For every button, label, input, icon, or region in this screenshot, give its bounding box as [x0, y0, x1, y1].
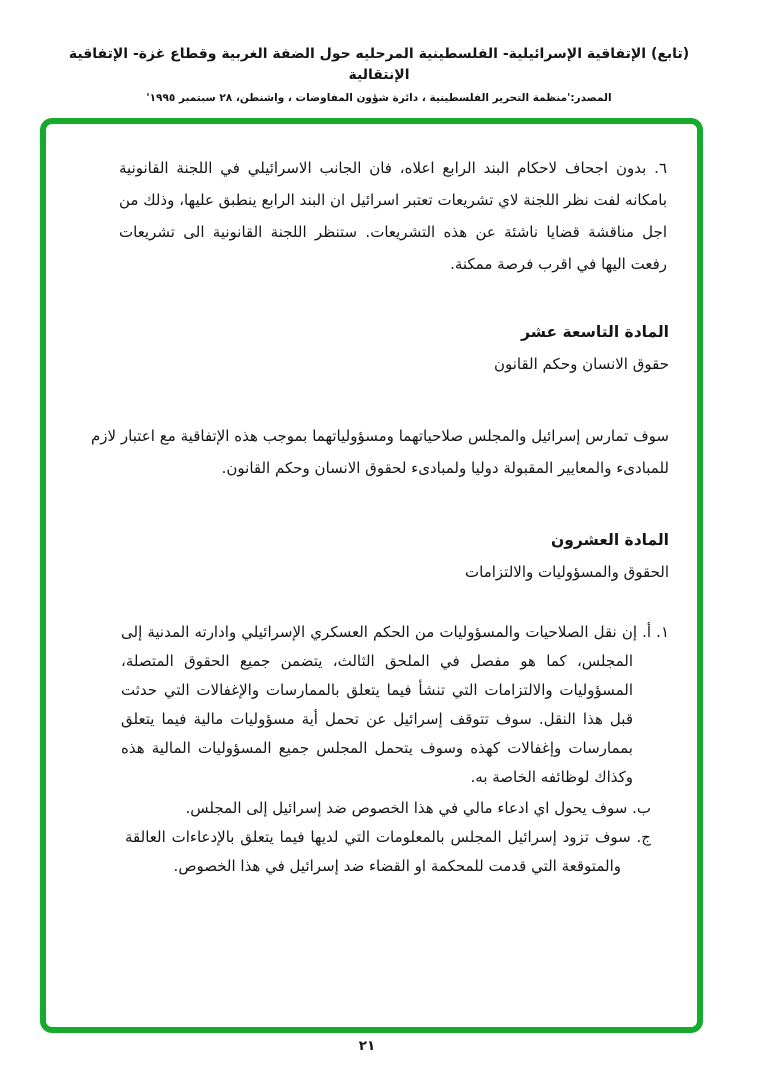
document-header	[40, 44, 718, 104]
article-19-title: المادة التاسعة عشر	[521, 323, 669, 341]
article-20-item-1c: ج. سوف تزود إسرائيل المجلس بالمعلومات التي لديها فيما يتعلق بالإدعاءات العالقة والمتوقعة التي قدمت للمحكمة او القضاء ضد إسرائيل في هذا الخصوص.	[125, 828, 651, 875]
document-title: (تابع) الإتفاقية الإسرائيلية- الفلسطينية المرحليه حول الضفة الغربية وقطاع غزة- الإتفاقية الإنتقالية	[68, 46, 690, 83]
document-source-line: المصدر:'منظمة التحرير الفلسطينية ، دائرة شؤون المفاوضات ، واشنطن، ٢٨ سبتمبر ١٩٩٥'	[146, 92, 612, 104]
article-20-item-1a: ١. أ. إن نقل الصلاحيات والمسؤوليات من الحكم العسكري الإسرائيلي وادارته المدنية إلى المجلس، كما هو مفصل في الملحق الثالث، يتضمن جميع الحقوق المتصلة، المسؤوليات والالتزامات التي تنشأ فيما يتعلق بالممارسات والإغفالات التي حدثت قبل هذا النقل. سوف تتوقف إسرائيل عن تحمل أية مسؤوليات مالية فيما يتعلق بممارسات وإغفالات كهذه وسوف يتحمل المجلس جميع المسؤوليات المالية هذه وكذاك لوظائفه الخاصة به.	[121, 623, 669, 786]
page-number: ٢١	[358, 1038, 376, 1054]
article-20-subtitle: الحقوق والمسؤوليات والالتزامات	[465, 563, 669, 581]
article-20-title: المادة العشرون	[550, 531, 669, 549]
article-19-subtitle: حقوق الانسان وحكم القانون	[493, 355, 669, 373]
clause-6-paragraph: ٦. بدون اجحاف لاحكام البند الرابع اعلاه، فان الجانب الاسرائيلي في اللجنة القانونية بامكانه لفت نظر اللجنة لاي تشريعات تعتبر اسرائيل ان البند الرابع ينطبق عليها، وذلك من اجل مناقشة قضايا ناشئة عن هذه التشريعات. ستنظر اللجنة القانونية الى تشريعات رفعت اليها في اقرب فرصة ممكنة.	[119, 159, 667, 273]
article-20-item-1b: ب. سوف يحول اي ادعاء مالي في هذا الخصوص ضد إسرائيل إلى المجلس.	[185, 799, 651, 817]
green-border-content-box	[40, 118, 703, 1033]
article-19-paragraph: سوف تمارس إسرائيل والمجلس صلاحياتهما ومسؤولياتهما بموجب هذه الإتفاقية مع اعتبار لازم للمبادىء والمعايير المقبولة دوليا ولمبادىء لحقوق الانسان وحكم القانون.	[91, 427, 669, 477]
